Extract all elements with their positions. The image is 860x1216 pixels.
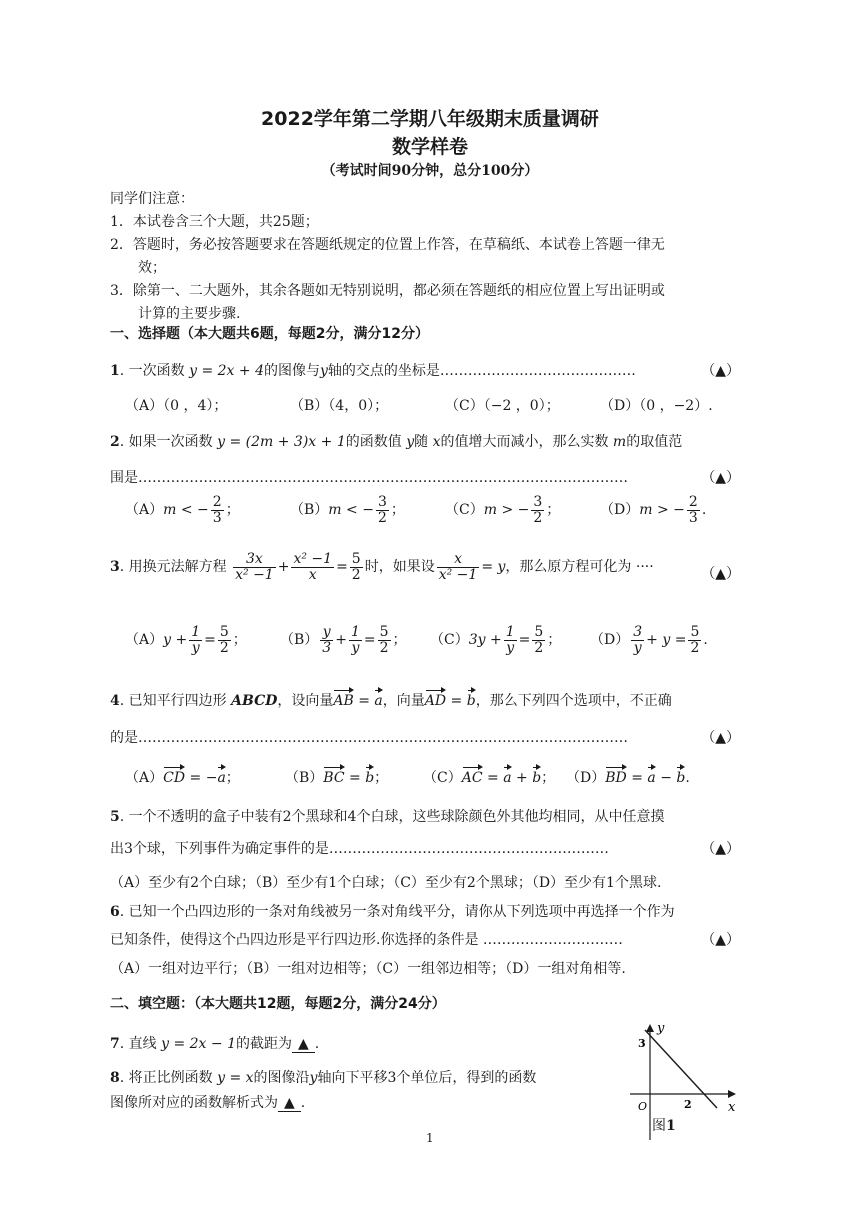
notice-heading: 同学们注意： xyxy=(110,191,194,207)
y-axis-arrow xyxy=(646,1024,654,1032)
question-7: 7. 直线 y = 2x − 1的截距为 ▲ . xyxy=(110,1036,320,1052)
q8-answer-blank: ▲ xyxy=(278,1095,301,1112)
x-axis-label: x xyxy=(728,1100,736,1115)
exam-note: （考试时间90分钟，总分100分） xyxy=(321,163,539,179)
q6-mark: （▲） xyxy=(701,932,740,948)
origin-label: O xyxy=(638,1100,648,1113)
q6-line-2: 已知条件，使得这个凸四边形是平行四边形.你选择的条件是 ………………………… xyxy=(110,932,623,948)
notice-item-2: 2．答题时，务必按答题要求在答题纸规定的位置上作答，在草稿纸、本试卷上答题一律无 xyxy=(110,237,665,253)
q4-line-2: 的是…………………………………………………………………………………………… xyxy=(110,730,628,746)
q2-option-b: （B）m < − $\frac{3}{2}$ ； xyxy=(290,494,405,526)
q6-options: （A）一组对边平行；（B）一组对边相等；（C）一组邻边相等；（D）一组对角相等. xyxy=(110,961,626,977)
q8-line-2: 图像所对应的函数解析式为 ▲ . xyxy=(110,1095,306,1111)
q5-line-2: 出3个球，下列事件为确定事件的是…………………………………………………… xyxy=(110,841,609,857)
q4-option-a: （A）CD = −a； xyxy=(125,770,240,786)
q1-formula: y = 2x + 4 xyxy=(189,363,264,379)
q3-mark: （▲） xyxy=(701,566,740,582)
section-2-heading: 二、填空题：（本大题共12题，每题2分，满分24分） xyxy=(110,996,446,1012)
figure-caption: 图1 xyxy=(652,1118,676,1134)
q1-mark: （▲） xyxy=(701,363,740,379)
q1-number: 1 xyxy=(110,363,120,379)
question-6: 6. 已知一个凸四边形的一条对角线被另一条对角线平分，请你从下列选项中再选择一个作为 xyxy=(110,904,675,920)
x-intercept-label: 2 xyxy=(684,1098,692,1111)
q1-option-d: （D）（0 ，−2）. xyxy=(600,398,713,414)
q7-answer-blank: ▲ xyxy=(292,1036,315,1053)
q4-option-c: （C）AC = a + b； xyxy=(423,770,556,786)
q2-option-c: （C）m > − $\frac{3}{2}$ ； xyxy=(445,494,561,526)
question-5: 5. 一个不透明的盒子中装有2个黑球和4个白球，这些球除颜色外其他均相同，从中任意摸 xyxy=(110,809,665,825)
page-number: 1 xyxy=(426,1131,434,1145)
q4-option-d: （D）BD = a − b. xyxy=(566,770,690,786)
q4-option-b: （B）BC = b； xyxy=(285,770,389,786)
q3-option-a: （A）y + $\frac{1}{y}$ = $\frac{5}{2}$ ； xyxy=(125,624,247,656)
question-2: 2. 如果一次函数 y = (2m + 3)x + 1的函数值 y随 x的值增大而减小，那么实数 m的取值范 xyxy=(110,434,683,450)
q3-option-b: （B） $\frac{y}{3}$ + $\frac{1}{y}$ = $\frac{5}{2}$ ； xyxy=(280,624,407,656)
q1-option-a: （A）（0 ，4）； xyxy=(125,398,228,414)
q3-option-d: （D） $\frac{3}{y}$ + y = $\frac{5}{2}$ . xyxy=(590,624,708,656)
notice-item-3-cont: 计算的主要步骤. xyxy=(138,306,241,322)
question-3: 3. 用换元法解方程 $\frac{3x}{\text{x² −1}}$ + $\frac{\text{x² −1}}{x}$ = $\frac{5}{2}$ 时，如果设 $\frac{x}{\text{x² −1}}$ = y，那么原方程可化为 ···· xyxy=(110,551,654,583)
x-axis-arrow xyxy=(728,1090,736,1098)
question-4: 4. 已知平行四边形 ABCD，设向量AB = a，向量AD = b，那么下列四个选项中，不正确 xyxy=(110,693,672,709)
notice-item-2-cont: 效； xyxy=(138,260,166,276)
q2-mark: （▲） xyxy=(701,470,740,486)
notice-item-1: 1．本试卷含三个大题，共25题； xyxy=(110,214,319,230)
exam-subtitle: 数学样卷 xyxy=(391,136,468,158)
q1-option-c: （C）（−2 ，0）； xyxy=(445,398,560,414)
q5-options: （A）至少有2个白球；（B）至少有1个白球；（C）至少有2个黑球；（D）至少有1个黑球. xyxy=(110,875,662,891)
notice-item-3: 3．除第一、二大题外，其余各题如无特别说明，都必须在答题纸的相应位置上写出证明或 xyxy=(110,283,665,299)
q2-option-d: （D）m > − $\frac{2}{3}$ . xyxy=(600,494,707,526)
q2-line-2: 围是…………………………………………………………………………………………… xyxy=(110,470,628,486)
y-intercept-label: 3 xyxy=(638,1037,646,1050)
q4-mark: （▲） xyxy=(701,730,740,746)
q2-formula: y = (2m + 3)x + 1 xyxy=(217,434,346,450)
exam-title: 2022学年第二学期八年级期末质量调研 xyxy=(261,108,599,130)
q5-mark: （▲） xyxy=(701,841,740,857)
q2-option-a: （A）m < − $\frac{2}{3}$ ； xyxy=(125,494,240,526)
question-1: 1. 一次函数 y = 2x + 4的图像与y轴的交点的坐标是…………………………………… xyxy=(110,363,636,379)
q1-option-b: （B）（4，0）； xyxy=(290,398,389,414)
function-line xyxy=(645,1030,717,1108)
y-axis-label: y xyxy=(657,1021,665,1036)
q3-option-c: （C）3y + $\frac{1}{y}$ = $\frac{5}{2}$ ； xyxy=(430,624,562,656)
figure-1-graph xyxy=(620,1020,740,1140)
section-1-heading: 一、选择题（本大题共6题，每题2分，满分12分） xyxy=(110,326,429,342)
question-8: 8. 将正比例函数 y = x的图像沿y轴向下平移3个单位后，得到的函数 xyxy=(110,1070,537,1086)
